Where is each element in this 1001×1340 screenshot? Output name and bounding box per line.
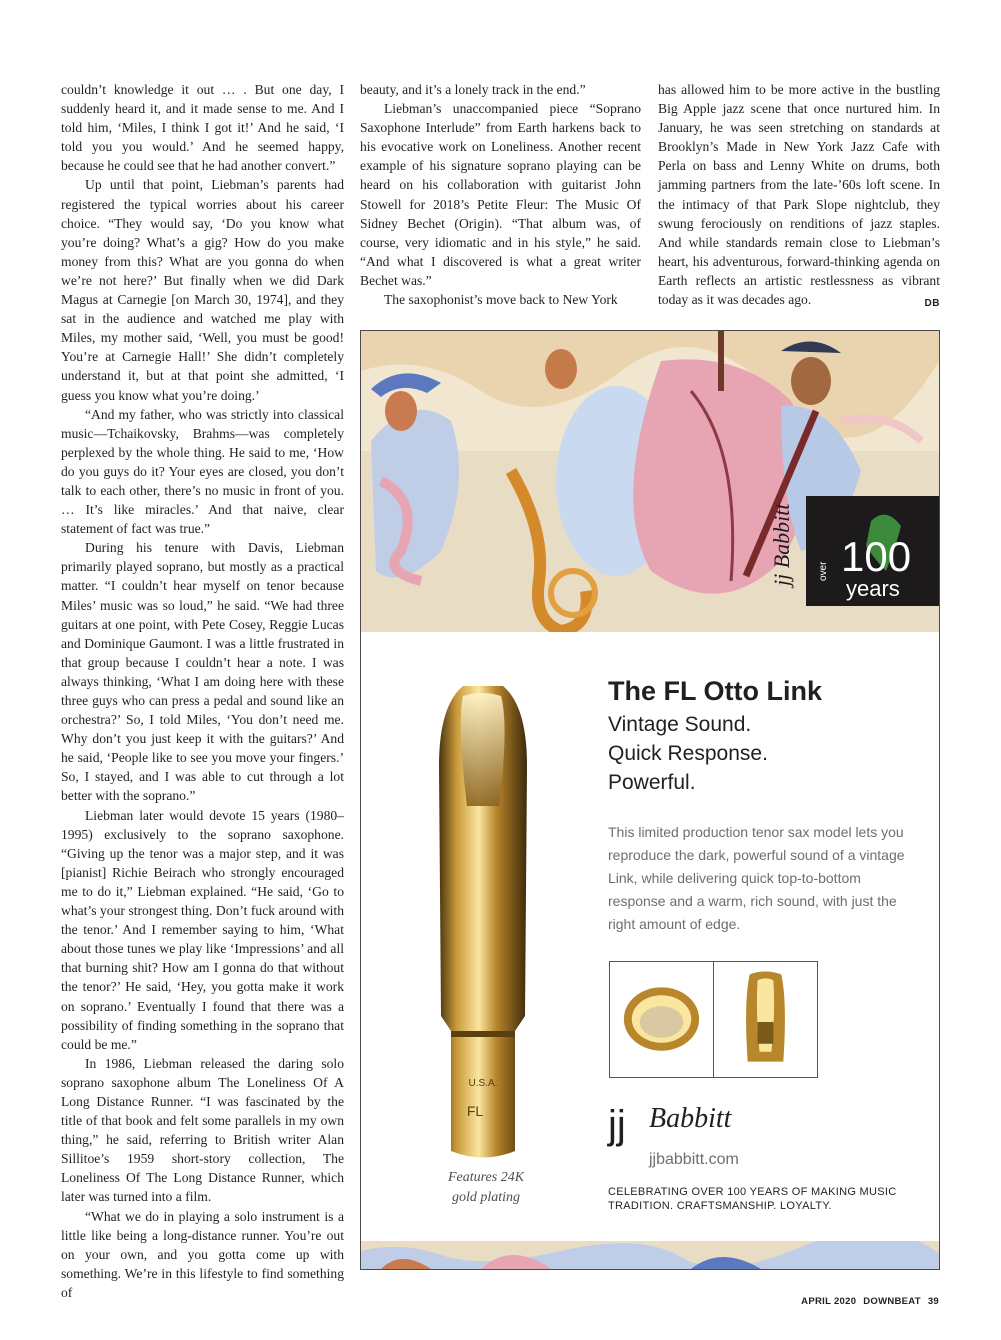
paragraph: couldn’t knowledge it out … . But one day, I suddenly heard it, and it made sense to me. And I told him, ‘Miles, I think I got it!’ And he said, ‘I told you you would.’ And he seemed happy, because he could see that he had another convert.” — [61, 82, 344, 174]
brand-logo-jj: jj — [608, 1103, 626, 1147]
tagline: Powerful. — [608, 771, 696, 794]
ad-footer — [608, 1185, 908, 1213]
badge-number-text: 100 — [841, 533, 912, 580]
brand-url[interactable]: jjbabbitt.com — [649, 1151, 739, 1168]
caption-line-2: gold plating — [451, 1190, 521, 1205]
paragraph: Up until that point, Liebman’s parents had registered the typical worries about his career choice. “They would say, ‘Do you know what you’re doing? What’s a gig? How do you make money from this? What are you gonna do when we’re not here?’ But finally when we did Dark Magus at Carnegie [on March 30, 1974], and they sat in the audience and watched me play with Miles, my mother said, ‘Well, you must be good! You’re at Carnegie Hall!’ She didn’t completely understand it, but at that point she admitted, ‘I guess you know what you’re doing.’ — [61, 177, 344, 403]
article-column-2 — [360, 80, 641, 309]
tagline: Vintage Sound. — [608, 713, 752, 736]
ad-body-text: This limited production tenor sax model lets you reproduce the dark, powerful sound of a vintage Link, while delivering quick top-to-bottom response and a warm, rich sound, with just the right amount of edge. — [608, 824, 905, 932]
paragraph: beauty, and it’s a lonely track in the end.” — [360, 82, 586, 97]
paragraph: In 1986, Liebman released the daring solo soprano saxophone album The Loneliness Of A Long Distance Runner. “I was fascinated by the title of that book and felt some parallels in my own thing,” he said, referring to British writer Alan Sillitoe’s 1959 short-story collection, The Loneliness Of The Long Distance Runner, which later was turned into a film. — [61, 1055, 344, 1205]
folio-page-number: 39 — [927, 1296, 939, 1307]
paragraph: Liebman later would devote 15 years (1980–1995) exclusively to the soprano saxophone. “Giving up the tenor was a major step, and it was [pianist] Richie Beirach who strongly encouraged me to do it,” Liebman explained. “He said, ‘Go to what’s your strongest thing. Don’t fuck around with the tenor.’ And I remember saying to him, ‘What about those tunes we play like ‘Impressions’ and all that burning shit? How am I gonna do that without the tenor?’ He said, ‘Hey, you gotta make it work on soprano.’ Eventually I found that there was a possibility of finding something in the soprano that could be me.” — [61, 807, 344, 1052]
folio-magazine: DOWNBEAT — [863, 1296, 921, 1307]
painting-bottom-strip — [361, 1241, 939, 1269]
ad-title: The FL Otto Link — [608, 676, 822, 706]
badge-years-text: years — [846, 576, 900, 601]
article-column-3 — [658, 80, 940, 313]
brand-vertical-text: jj Babbitt — [769, 503, 794, 586]
paragraph-text: has allowed him to be more active in the bustling Big Apple jazz scene that once nurtured him. In January, he was seen stretching on standards at Brooklyn’s Made in New York Jazz Cafe with Perla on bass and Lenny White on drums, both jamming partners from the late-’60s loft scene. In the intimacy of that Park Slope nightclub, they swung ferociously on renditions of jazz staples. And while standards remain close to Liebman’s heart, his adventurous, forward-thinking agenda on Earth reflects an artistic restlessness as vibrant today as it was decades ago. — [658, 82, 940, 308]
caption — [431, 1168, 541, 1208]
paragraph: “And my father, who was strictly into classical music—Tchaikovsky, Brahms—was completely perplexed by the whole thing. He said to me, ‘How do you guys do it? Your eyes are closed, you don’t talk to each other, there’s no music in front of you. … It’s like miracles.’ And that naive, clear statement of fact was true.” — [61, 406, 344, 537]
engraving-fl: FL — [466, 1103, 484, 1119]
brand-logo-script: Babbitt — [649, 1103, 732, 1134]
paragraph: Liebman’s unaccompanied piece “Soprano Saxophone Interlude” from Earth harkens back to his evocative work on Loneliness. Another recent example of his signature soprano playing can be heard on his collaboration with guitarist John Stowell for 2018’s Petite Fleur: The Music Of Sidney Bechet (Origin). “That album was, of course, very idiomatic and in his style,” he said. “And what I discovered is what a great writer Bechet was.” — [360, 101, 641, 288]
paragraph: The saxophonist’s move back to New York — [384, 292, 618, 308]
jazz-painting-illustration — [361, 331, 939, 632]
caption-line-1: Features 24K — [447, 1170, 525, 1185]
paragraph: “What we do in playing a solo instrument is a little like being a long-distance runner. You’re out on your own, and you gotta come up with something. We’re in this lifestyle to find something of — [61, 1208, 344, 1300]
tagline: Quick Response. — [608, 742, 768, 765]
paragraph — [658, 80, 940, 309]
ad-footer-line-2: TRADITION. CRAFTSMANSHIP. LOYALTY. — [608, 1200, 832, 1212]
article-column-1 — [61, 80, 344, 1302]
mouthpiece-front-thumbnail — [610, 962, 713, 1077]
ad-footer-line-1: CELEBRATING OVER 100 YEARS OF MAKING MUSIC — [608, 1186, 897, 1198]
folio-date: APRIL 2020 — [801, 1296, 857, 1307]
advertisement — [360, 330, 940, 1270]
mouthpiece-top-thumbnail — [713, 962, 817, 1077]
mouthpiece-image — [433, 686, 533, 1164]
page-folio — [797, 1296, 939, 1307]
end-mark: DB — [924, 298, 940, 310]
engraving-usa: U.S.A. — [468, 1078, 498, 1089]
paragraph: During his tenure with Davis, Liebman primarily played soprano, but mostly as a practical matter. “I couldn’t hear myself on tenor because Miles’ music was so loud,” he said. “We had three guitars at one point, with Pete Cosey, Reggie Lucas and Dominique Gaumont. I was a little frustrated in that group because I couldn’t hear a note. I was always thinking, ‘What I am doing here with these three guys who can press a pedal and sound like an orchestra?’ So, I told Miles, ‘You don’t need me. Why don’t you just keep it with the guitars?’ And he said, ‘People like to see you move your fingers.’ So, I stayed, and I was able to cut through a lot better with the soprano.” — [61, 540, 344, 804]
badge-over-text: over — [818, 561, 829, 581]
product-thumbnails — [609, 961, 818, 1078]
